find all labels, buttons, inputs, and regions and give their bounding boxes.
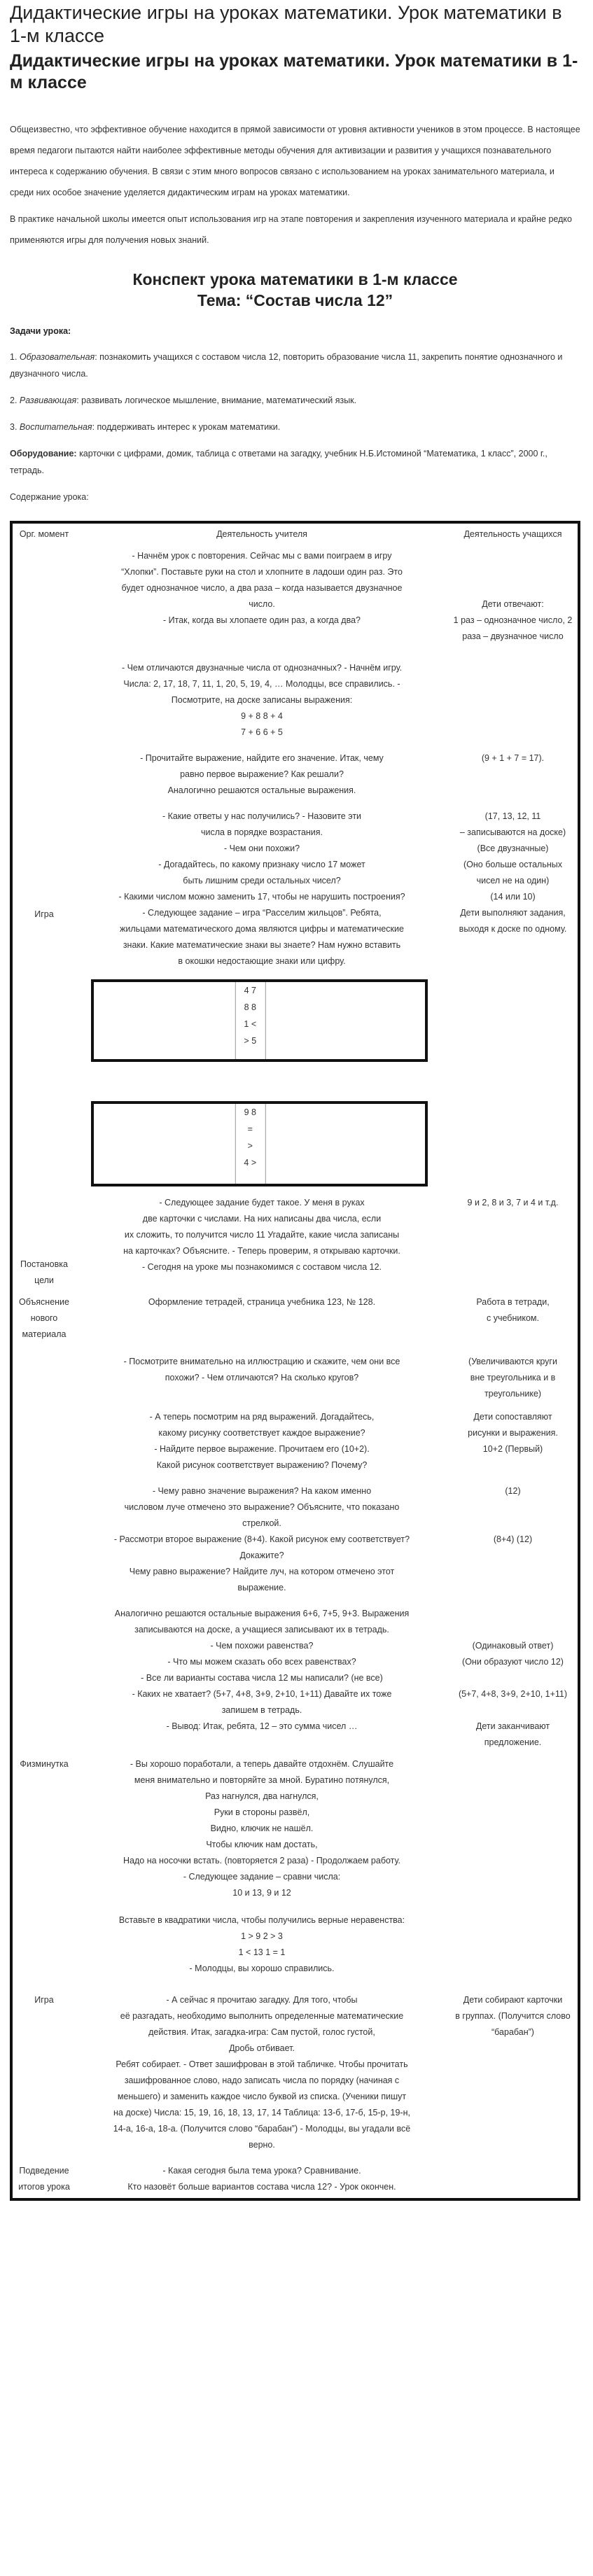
- text-line: похожи? - Чем отличаются? На сколько кругов?: [165, 1373, 359, 1382]
- text-line: зашифрованное слово, надо записать числа по порядку (начиная с: [124, 2076, 400, 2085]
- text-line: - Какими числом можно заменить 17, чтобы не нарушить построения?: [118, 892, 405, 902]
- text-line: 8 8: [244, 1002, 256, 1012]
- text-line: - Чем они похожи?: [223, 844, 300, 853]
- text-line: 10+2 (Первый): [482, 1444, 543, 1454]
- students-cell: [448, 1476, 578, 1599]
- text-line: - Что мы можем сказать обо всех равенствах?: [167, 1657, 356, 1667]
- table-row: [13, 1345, 578, 1405]
- text-line: 9 8: [244, 1107, 256, 1117]
- text-line: Подведение: [19, 2166, 69, 2176]
- konspekt-title: [10, 269, 580, 311]
- text-line: Дети заканчивают: [475, 1721, 550, 1731]
- teacher-cell: [76, 2156, 448, 2198]
- text-line: 9 и 2, 8 и 3, 7 и 4 и т.д.: [467, 1198, 559, 1208]
- text-line: Числа: 2, 17, 18, 7, 11, 1, 20, 5, 19, 4, … Молодцы, все справились. -: [123, 679, 400, 689]
- text-line: - Следующее задание – сравни числа:: [183, 1872, 341, 1882]
- text-line: в группах. (Получится слово: [455, 2011, 571, 2021]
- text-line: Чему равно выражение? Найдите луч, на котором отмечено этот: [129, 1567, 395, 1576]
- text-line: на доске) Числа: 15, 19, 16, 18, 13, 17, 14 Таблица: 13-б, 17-б, 15-р, 19-н,: [113, 2108, 410, 2118]
- text-line: - Прочитайте выражение, найдите его значение. Итак, чему: [140, 753, 384, 763]
- text-line: [451, 1622, 575, 1638]
- text-line: Дети сопоставляют: [473, 1412, 552, 1422]
- text-line: Посмотрите, на доске записаны выражения:: [171, 695, 353, 705]
- text-line: 1 <: [244, 1019, 257, 1029]
- table-row: [13, 972, 578, 1189]
- teacher-cell: [76, 648, 448, 743]
- text-line: >: [247, 1141, 253, 1151]
- text-line: (Они образуют число 12): [462, 1657, 564, 1667]
- text-line: Докажите?: [239, 1550, 284, 1560]
- students-cell: [448, 1405, 578, 1476]
- text-line: 4 7: [244, 986, 256, 995]
- math-house-2: [91, 1101, 428, 1186]
- text-line: - Найдите первое выражение. Прочитаем его (10+2).: [154, 1444, 370, 1454]
- text-line: цели: [34, 1275, 54, 1285]
- text-line: какому рисунку соответствует каждое выражение?: [158, 1428, 365, 1438]
- table-row: [13, 1189, 578, 1292]
- text-line: 9 + 8 8 + 4: [241, 711, 283, 721]
- text-line: - Какие ответы у нас получились? - Назовите эти: [162, 811, 362, 821]
- text-line: итогов урока: [18, 2182, 70, 2192]
- task-3-term: Воспитательная: [19, 422, 92, 432]
- text-line: действия. Итак, загадка-игра: Сам пустой, голос густой,: [148, 2027, 375, 2037]
- text-line: запишем в тетрадь.: [221, 1705, 302, 1715]
- table-row: [13, 1754, 578, 1904]
- text-line: (14 или 10): [490, 892, 536, 902]
- lesson-table: [10, 521, 580, 2201]
- tasks-label: Задачи урока:: [10, 326, 71, 336]
- text-line: Какой рисунок соответствует выражению? Почему?: [156, 1460, 368, 1470]
- text-line: треугольнике): [484, 1389, 542, 1399]
- article-heading: Дидактические игры на уроках математики. Урок математики в 1-м классе: [10, 51, 578, 92]
- task-2-text: : развивать логическое мышление, внимание, математический язык.: [76, 396, 357, 405]
- konspekt-line-1: Конспект урока математики в 1-м классе: [132, 270, 458, 288]
- text-line: Раз нагнулся, два нагнулся,: [205, 1791, 319, 1801]
- text-line: - Молодцы, вы хорошо справились.: [189, 1963, 335, 1973]
- text-line: - Вы хорошо поработали, а теперь давайте отдохнём. Слушайте: [130, 1759, 394, 1769]
- text-line: - А сейчас я прочитаю загадку. Для того, чтобы: [166, 1995, 358, 2005]
- teacher-cell: [76, 1292, 448, 1345]
- teacher-cell: [76, 802, 448, 972]
- text-line: (Оно больше остальных: [463, 860, 562, 869]
- students-cell: [448, 1599, 578, 1754]
- teacher-cell: [76, 1980, 448, 2156]
- text-line: стрелкой.: [242, 1518, 281, 1528]
- text-line: - Сегодня на уроке мы познакомимся с составом числа 12.: [141, 1262, 382, 1272]
- teacher-cell: [76, 743, 448, 802]
- text-line: чисел не на один): [476, 876, 550, 886]
- text-line: число.: [249, 599, 275, 609]
- text-line: записываются на доске, а учащиеся записывают их в тетрадь.: [134, 1625, 389, 1634]
- text-line: (Одинаковый ответ): [472, 1641, 554, 1651]
- teacher-cell: [76, 1189, 448, 1292]
- text-line: [451, 1499, 575, 1516]
- text-line: числа в порядке возрастания.: [200, 827, 323, 837]
- text-line: меньшего) и заменить каждое число буквой из списка. (Ученики пишут: [117, 2092, 407, 2101]
- math-house-cells: [235, 1104, 265, 1184]
- students-cell: [448, 545, 578, 648]
- students-cell: [448, 1980, 578, 2156]
- text-line: Постановка: [20, 1259, 68, 1269]
- text-line: в окошки недостающие знаки или цифру.: [178, 956, 346, 966]
- text-line: Кто назовёт больше вариантов состава числа 12? - Урок окончен.: [127, 2182, 396, 2192]
- table-row: [13, 2156, 578, 2198]
- teacher-cell: [76, 1599, 448, 1754]
- text-line: 1 > 9 2 > 3: [241, 1931, 283, 1941]
- students-cell: [448, 743, 578, 802]
- text-line: - Чем похожи равенства?: [210, 1641, 314, 1651]
- table-header-students: Деятельность учащихся: [463, 529, 562, 539]
- text-line: - Следующее задание – игра “Расселим жильцов”. Ребята,: [142, 908, 382, 918]
- text-line: 1 < 13 1 = 1: [238, 1947, 286, 1957]
- text-line: Оформление тетрадей, страница учебника 123, № 128.: [148, 1297, 376, 1307]
- text-line: две карточки с числами. На них написаны два числа, если: [142, 1214, 382, 1224]
- teacher-cell: [76, 1754, 448, 1904]
- text-line: - Чему равно значение выражения? На каком именно: [152, 1486, 372, 1496]
- text-line: 7 + 6 6 + 5: [241, 727, 283, 737]
- table-row: [13, 545, 578, 648]
- text-line: - Начнём урок с повторения. Сейчас мы с вами поиграем в игру: [132, 551, 392, 561]
- text-line: – записываются на доске): [459, 827, 566, 837]
- table-row: [13, 1405, 578, 1476]
- table-row: [13, 1980, 578, 2156]
- teacher-cell: [76, 1476, 448, 1599]
- task-2-term: Развивающая: [19, 396, 77, 405]
- students-cell: [448, 1189, 578, 1292]
- text-line: 4 >: [244, 1158, 257, 1168]
- text-line: Работа в тетради,: [476, 1297, 550, 1307]
- stage-label: Игра: [34, 909, 54, 919]
- task-1-term: Образовательная: [19, 352, 95, 362]
- text-line: - А теперь посмотрим на ряд выражений. Догадайтесь,: [149, 1412, 375, 1422]
- text-line: Чтобы ключик нам достать,: [206, 1840, 318, 1849]
- table-header-stage: Орг. момент: [19, 529, 69, 539]
- equipment-label: Оборудование:: [10, 449, 77, 458]
- students-cell: [448, 802, 578, 972]
- text-line: числовом луче отмечено это выражение? Объясните, что показано: [124, 1502, 400, 1512]
- table-row: [13, 743, 578, 802]
- math-house-1: [91, 979, 428, 1062]
- task-1-text: : познакомить учащихся с составом числа 12, повторить образование числа 11, закрепить понятие однозначного и двузначного числа.: [10, 352, 563, 379]
- text-line: верно.: [249, 2140, 275, 2150]
- students-cell: [448, 1345, 578, 1405]
- table-row: [13, 802, 578, 972]
- table-header-teacher: Деятельность учителя: [216, 529, 307, 539]
- text-line: Дети собирают карточки: [463, 1995, 563, 2005]
- stage-label: Физминутка: [20, 1759, 69, 1769]
- text-line: Руки в стороны развёл,: [214, 1807, 310, 1817]
- text-line: 10 и 13, 9 и 12: [232, 1888, 291, 1898]
- text-line: - Догадайтесь, по какому признаку число 17 может: [158, 860, 365, 869]
- intro-paragraph: Общеизвестно, что эффективное обучение находится в прямой зависимости от уровня активности учеников в этом процессе. В настоящее время педагоги пытаются найти наиболее эффективные методы обучения для активизации и развития у учащихся познавательного интереса к содержанию обучения. В связи с этим много вопросов связано с использованием на уроках занимательного материала, и среди них особое значение уделяется дидактическим играм на уроках математики.: [10, 125, 580, 197]
- text-line: - Чем отличаются двузначные числа от однозначных? - Начнём игру.: [121, 663, 403, 673]
- text-line: [451, 1702, 575, 1718]
- text-line: [451, 1606, 575, 1622]
- teacher-cell: [76, 545, 448, 648]
- text-line: - Рассмотри второе выражение (8+4). Какой рисунок ему соответствует?: [113, 1534, 410, 1544]
- text-line: знаки. Какие математические знаки вы знаете? Нам нужно вставить: [123, 940, 401, 950]
- teacher-cell: [76, 1345, 448, 1405]
- text-line: рисунки и выражения.: [468, 1428, 558, 1438]
- text-line: выходя к доске по одному.: [459, 924, 567, 934]
- text-line: - Следующее задание будет такое. У меня в руках: [159, 1198, 365, 1208]
- stage-label: [13, 1292, 76, 1345]
- text-line: 14-а, 16-а, 18-а. (Получится слово “барабан”) - Молодцы, вы угадали всё: [113, 2124, 411, 2134]
- text-line: Объяснение: [19, 1297, 69, 1307]
- intro-paragraph-2: В практике начальной школы имеется опыт использования игр на этапе повторения и закрепления изученного материала и крайне редко применяются игры для получения новых знаний.: [10, 214, 572, 245]
- equipment-text: карточки с цифрами, домик, таблица с ответами на загадку, учебник Н.Б.Истоминой “Математика, 1 класс”, 2000 г., тетрадь.: [10, 449, 547, 475]
- stage-label: [13, 1189, 76, 1292]
- text-line: (17, 13, 12, 11: [484, 811, 541, 821]
- stage-label: Игра: [34, 1995, 54, 2005]
- text-line: (Увеличиваются круги: [468, 1357, 557, 1366]
- teacher-cell: [76, 1904, 448, 1980]
- students-cell: [448, 1292, 578, 1345]
- text-line: “Хлопки”. Поставьте руки на стол и хлопните в ладоши один раз. Это: [121, 567, 403, 577]
- text-line: Дробь отбивает.: [229, 2043, 295, 2053]
- teacher-cell: [76, 1405, 448, 1476]
- text-line: - Каких не хватает? (5+7, 4+8, 3+9, 2+10, 1+11) Давайте их тоже: [132, 1689, 392, 1699]
- text-line: (12): [505, 1486, 521, 1496]
- table-row: [13, 1292, 578, 1345]
- text-line: с учебником.: [487, 1313, 539, 1323]
- page-title: Дидактические игры на уроках математики. Урок математики в 1-м классе: [10, 2, 562, 46]
- text-line: [451, 1516, 575, 1532]
- text-line: (9 + 1 + 7 = 17).: [481, 753, 545, 763]
- table-row: [13, 1904, 578, 1980]
- konspekt-line-2: Тема: “Состав числа 12”: [197, 291, 393, 309]
- table-row: [13, 1476, 578, 1599]
- text-line: > 5: [244, 1036, 257, 1046]
- text-line: Вставьте в квадратики числа, чтобы получились верные неравенства:: [118, 1915, 405, 1925]
- text-line: Аналогично решаются остальные выражения 6+6, 7+5, 9+3. Выражения: [114, 1609, 410, 1618]
- table-row: [13, 524, 578, 545]
- text-line: на карточках? Объясните. - Теперь проверим, я открываю карточки.: [123, 1246, 400, 1256]
- text-line: Дети выполняют задания,: [460, 908, 566, 918]
- text-line: Дети отвечают:: [482, 599, 544, 609]
- text-line: “барабан”): [491, 2027, 534, 2037]
- task-1: 1. Образовательная: познакомить учащихся с составом числа 12, повторить образование числа 11, закрепить понятие однозначного и двузначного числа.: [10, 352, 563, 379]
- text-line: Надо на носочки встать. (повторяется 2 раза) - Продолжаем работу.: [123, 1856, 400, 1865]
- text-line: вне треугольника и в: [470, 1373, 556, 1382]
- text-line: Видно, ключик не нашёл.: [210, 1823, 314, 1833]
- text-line: (8+4) (12): [493, 1534, 533, 1544]
- text-line: Аналогично решаются остальные выражения.: [167, 785, 356, 795]
- text-line: [451, 1670, 575, 1686]
- text-line: - Посмотрите внимательно на иллюстрацию и скажите, чем они все: [123, 1357, 400, 1366]
- table-row: [13, 1599, 578, 1754]
- text-line: будет однозначное число, а два раза – когда называется двузначное: [121, 583, 403, 593]
- text-line: материала: [22, 1329, 67, 1339]
- text-line: - Итак, когда вы хлопаете один раз, а когда два?: [162, 615, 361, 625]
- text-line: предложение.: [484, 1737, 542, 1747]
- text-line: 1 раз – однозначное число, 2: [453, 615, 573, 625]
- task-3: 3. Воспитательная: поддерживать интерес к урокам математики.: [10, 422, 281, 432]
- text-line: - Все ли варианты состава числа 12 мы написали? (не все): [141, 1673, 383, 1683]
- lesson-table-grid: [13, 524, 578, 2198]
- text-line: - Вывод: Итак, ребята, 12 – это сумма чисел …: [166, 1721, 358, 1731]
- text-line: - Какая сегодня была тема урока? Сравнивание.: [162, 2166, 361, 2176]
- task-3-text: : поддерживать интерес к урокам математики.: [92, 422, 281, 432]
- text-line: =: [247, 1124, 253, 1134]
- equipment: [10, 445, 580, 479]
- text-line: (Все двузначные): [477, 844, 549, 853]
- math-house-cells: [235, 982, 265, 1059]
- text-line: раза – двузначное число: [462, 631, 564, 641]
- text-line: быть лишним среди остальных чисел?: [183, 876, 341, 886]
- text-line: Ребят собирает. - Ответ зашифрован в этой табличке. Чтобы прочитать: [116, 2059, 408, 2069]
- stage-label: [13, 2156, 76, 2198]
- task-2: 2. Развивающая: развивать логическое мышление, внимание, математический язык.: [10, 396, 357, 405]
- text-line: их сложить, то получится число 11 Угадайте, какие числа записаны: [124, 1230, 400, 1240]
- table-row: [13, 648, 578, 743]
- text-line: нового: [30, 1313, 58, 1323]
- text-line: жильцами математического дома являются цифры и математические: [120, 924, 404, 934]
- text-line: (5+7, 4+8, 3+9, 2+10, 1+11): [458, 1689, 568, 1699]
- text-line: её разгадать, необходимо выполнить определенные математические: [120, 2011, 404, 2021]
- content-label: Содержание урока:: [10, 492, 89, 502]
- text-line: выражение.: [237, 1583, 286, 1592]
- text-line: меня внимательно и повторяйте за мной. Буратино потянулся,: [134, 1775, 390, 1785]
- text-line: равно первое выражение? Как решали?: [180, 769, 344, 779]
